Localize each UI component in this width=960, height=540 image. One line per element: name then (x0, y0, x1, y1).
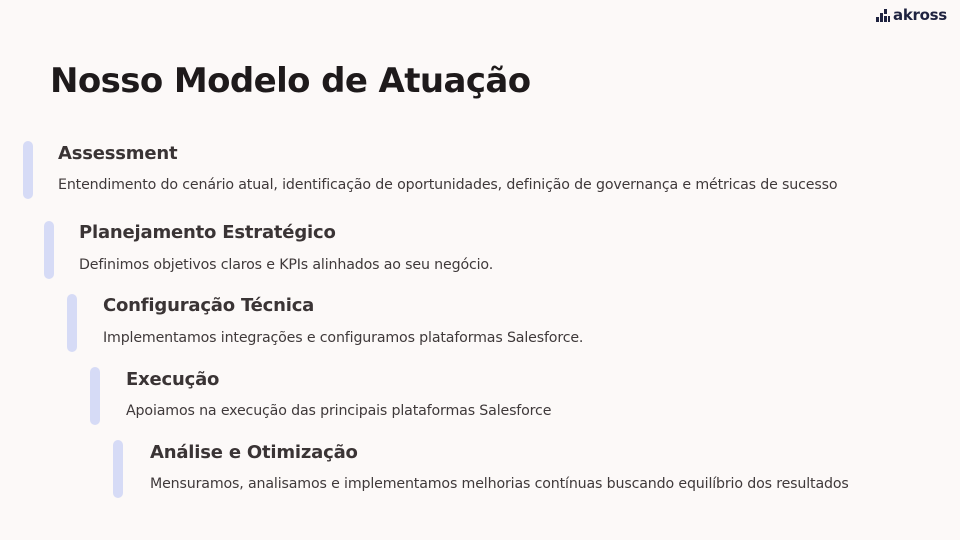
step-bar (113, 440, 123, 498)
step-bar (90, 367, 100, 425)
step-description: Mensuramos, analisamos e implementamos melhorias contínuas buscando equilíbrio dos resultados (150, 476, 849, 492)
step-title: Planejamento Estratégico (79, 222, 336, 243)
step-bar (23, 141, 33, 199)
step-description: Entendimento do cenário atual, identificação de oportunidades, definição de governança e métricas de sucesso (58, 177, 838, 193)
brand-logo (876, 6, 947, 24)
step-description: Apoiamos na execução das principais plataformas Salesforce (126, 403, 552, 419)
step-description: Implementamos integrações e configuramos plataformas Salesforce. (103, 330, 584, 346)
step-title: Configuração Técnica (103, 295, 315, 316)
step-bar (67, 294, 77, 352)
step-title: Execução (126, 369, 220, 390)
brand-name: akross (893, 6, 947, 24)
step-title: Análise e Otimização (150, 442, 358, 463)
step-description: Definimos objetivos claros e KPIs alinhados ao seu negócio. (79, 257, 494, 273)
page-title: Nosso Modelo de Atuação (50, 61, 531, 101)
step-title: Assessment (58, 143, 178, 164)
step-bar (44, 221, 54, 279)
akross-logo-icon (876, 7, 890, 23)
